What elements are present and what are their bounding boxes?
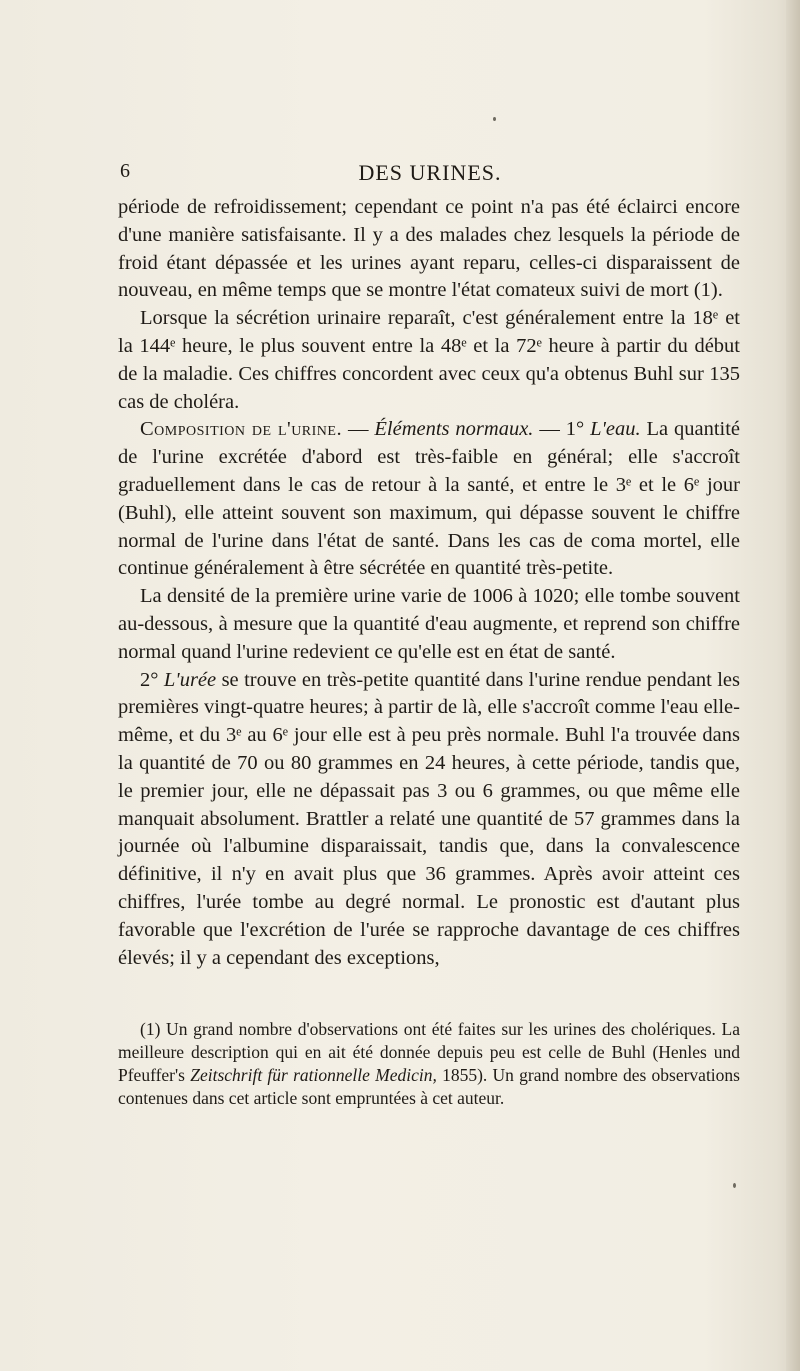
subheading-eau: L'eau. [590,418,641,441]
footnote-text-after: 1855). Un grand nombre des observations contenues dans cet article sont empruntées à cet auteur. [118,1065,740,1108]
paragraph-5 [118,667,740,973]
paragraph-3-text: La quantité de l'urine excrétée d'abord est très-faible en général; elle s'accroît graduellement dans le cas de retour à la santé, et entre le 3ᵉ et le 6ᵉ jour (Buhl), elle atteint souvent son maximum, qui dépasse souvent le chiffre normal de l'urine dans l'état de santé. Dans les cas de coma mortel, elle continue généralement à être sécrétée en quantité très-petite. [118,418,741,580]
subheading-uree: L'urée [163,668,217,691]
paragraph-2: Lorsque la sécrétion urinaire reparaît, c'est généralement entre la 18ᵉ et la 144ᵉ heure, le plus souvent entre la 48ᵉ et la 72ᵉ heure à partir du début de la maladie. Ces chiffres concordent avec ceux qu'a obtenus Buhl sur 135 cas de choléra. [118,307,740,413]
footnote-journal-title: Zeitschrift für rationnelle Medicin, [190,1065,437,1085]
paragraph-3-number: — 1° [533,418,591,441]
page-header [120,160,740,194]
paragraph-5-number: 2° [140,668,164,691]
footnote-text-before: (1) Un grand nombre d'observations ont été faites sur les urines des cholériques. La meilleure description qui en ait été donnée depuis peu est celle de Buhl (Henles und Pfeuffer's [118,1019,740,1085]
print-speck [493,117,496,121]
paragraph-5-text: se trouve en très-petite quantité dans l'urine rendue pendant les premières vingt-quatre heures; à partir de là, elle s'accroît comme l'eau elle-même, et du 3ᵉ au 6ᵉ jour elle est à peu près normale. Buhl l'a trouvée dans la quantité de 70 ou 80 grammes en 24 heures, à cette période, tandis que, le premier jour, elle ne dépassait pas 3 ou 6 grammes, ou que même elle manquait absolument. Brattler a relaté une quantité de 57 grammes dans la journée où l'albumine disparaissait, tandis que, dans la convalescence définitive, il n'y en avait plus que 36 grammes. Après avoir atteint ces chiffres, l'urée tombe au degré normal. Le pronostic est d'autant plus favorable que l'excrétion de l'urée se rapproche davantage de ces chiffres élevés; il y a cependant des exceptions, [118,668,740,969]
paragraph-3-dash: — [342,418,375,441]
paragraph-4: La densité de la première urine varie de 1006 à 1020; elle tombe souvent au-dessous, à mesure que la quantité d'eau augmente, et reprend son chiffre normal quand l'urine redevient ce qu'elle est en état de santé. [118,585,740,663]
section-heading: Composition de l'urine. [140,418,343,441]
page-number: 6 [120,160,131,182]
subheading-elements-normaux: Éléments normaux. [374,418,534,441]
body-text [118,194,740,972]
page-edge-shadow [786,0,800,1371]
paragraph-3 [118,416,740,583]
print-speck [733,1183,736,1188]
paragraph-1: période de refroidissement; cependant ce point n'a pas été éclairci encore d'une manière satisfaisante. Il y a des malades chez lesquels la période de froid étant dépassée et les urines ayant reparu, celles-ci disparaissent de nouveau, en même temps que se montre l'état comateux suivi de mort (1). [118,196,740,302]
footnote [118,1018,740,1110]
running-head: DES URINES. [358,160,502,185]
